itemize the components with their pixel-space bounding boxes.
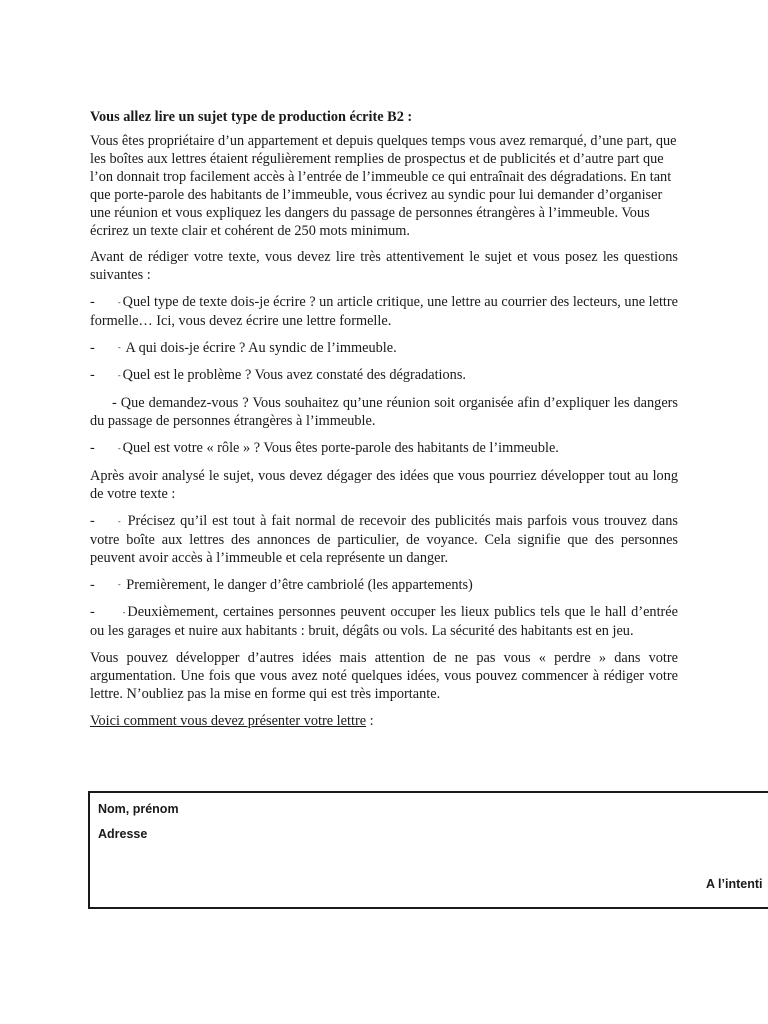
idea-item: - - Précisez qu’il est tout à fait normal de recevoir des publicités mais parfois vous trouvez dans votre boîte aux lettres des annonces de particulier, de voyance. Cela signifie que des personnes peuvent avoir accès à l’immeuble et cela représente un danger. xyxy=(90,512,678,566)
presentation-label: Voici comment vous devez présenter votre lettre xyxy=(90,713,367,730)
question-item: - - A qui dois-je écrire ? Au syndic de l’immeuble. xyxy=(90,339,397,356)
question-item: - - Quel est le problème ? Vous avez constaté des dégradations. xyxy=(90,367,466,384)
presentation-line: Voici comment vous devez présenter votre lettre : xyxy=(90,713,374,730)
before-writing-paragraph: Avant de rédiger votre texte, vous devez lire très attentivement le sujet et vous posez les questions suivantes : xyxy=(90,249,678,283)
idea-item: - - Deuxièmement, certaines personnes peuvent occuper les lieux publics tels que le hall d’entrée ou les garages et nuire aux habitants : bruit, dégâts ou vols. La sécurité des habitants est en jeu. xyxy=(90,604,678,640)
question-item: - Que demandez-vous ? Vous souhaitez qu’une réunion soit organisée afin d’expliquer les dangers du passage de personnes étrangères à l’immeuble. xyxy=(90,395,678,430)
question-item: - - Quel type de texte dois-je écrire ? un article critique, une lettre au courrier des lecteurs, une lettre formelle… Ici, vous devez écrire une lettre formelle. xyxy=(90,294,679,329)
intro-paragraph: Vous êtes propriétaire d’un appartement et depuis quelques temps vous avez remarqué, d’une part, que les boîtes aux lettres étaient régulièrement remplies de prospectus et de publicités et d’autre part que l’on donnait trop facilement accès à l’entrée de l’immeuble ce qui entraînait des dégradations. En tant que porte-parole des habitants de l’immeuble, vous écrivez au syndic pour lui demander d’organiser une réunion et vous expliquez les dangers du passage de personnes étrangères à l’immeuble. Vous écrirez un texte clair et cohérent de 250 mots minimum. xyxy=(90,133,677,239)
address-label: Adresse xyxy=(98,827,148,841)
after-analysis-paragraph: Après avoir analysé le sujet, vous devez dégager des idées que vous pourriez développer tout au long de votre texte : xyxy=(90,467,678,502)
advice-paragraph: Vous pouvez développer d’autres idées mais attention de ne pas vous « perdre » dans votre argumentation. Une fois que vous avez noté quelques idées, vous pouvez commencer à rédiger votre lettre. N’oubliez pas la mise en forme qui est très importante. xyxy=(90,650,678,703)
letter-template-box xyxy=(88,791,768,909)
name-label: Nom, prénom xyxy=(98,802,179,816)
attention-label: A l’intenti xyxy=(706,877,763,891)
question-item: - - Quel est votre « rôle » ? Vous êtes porte-parole des habitants de l’immeuble. xyxy=(90,440,559,457)
document-body xyxy=(90,108,678,730)
page-title: Vous allez lire un sujet type de production écrite B2 : xyxy=(90,109,413,125)
idea-item: - - Premièrement, le danger d’être cambriolé (les appartements) xyxy=(90,576,473,593)
